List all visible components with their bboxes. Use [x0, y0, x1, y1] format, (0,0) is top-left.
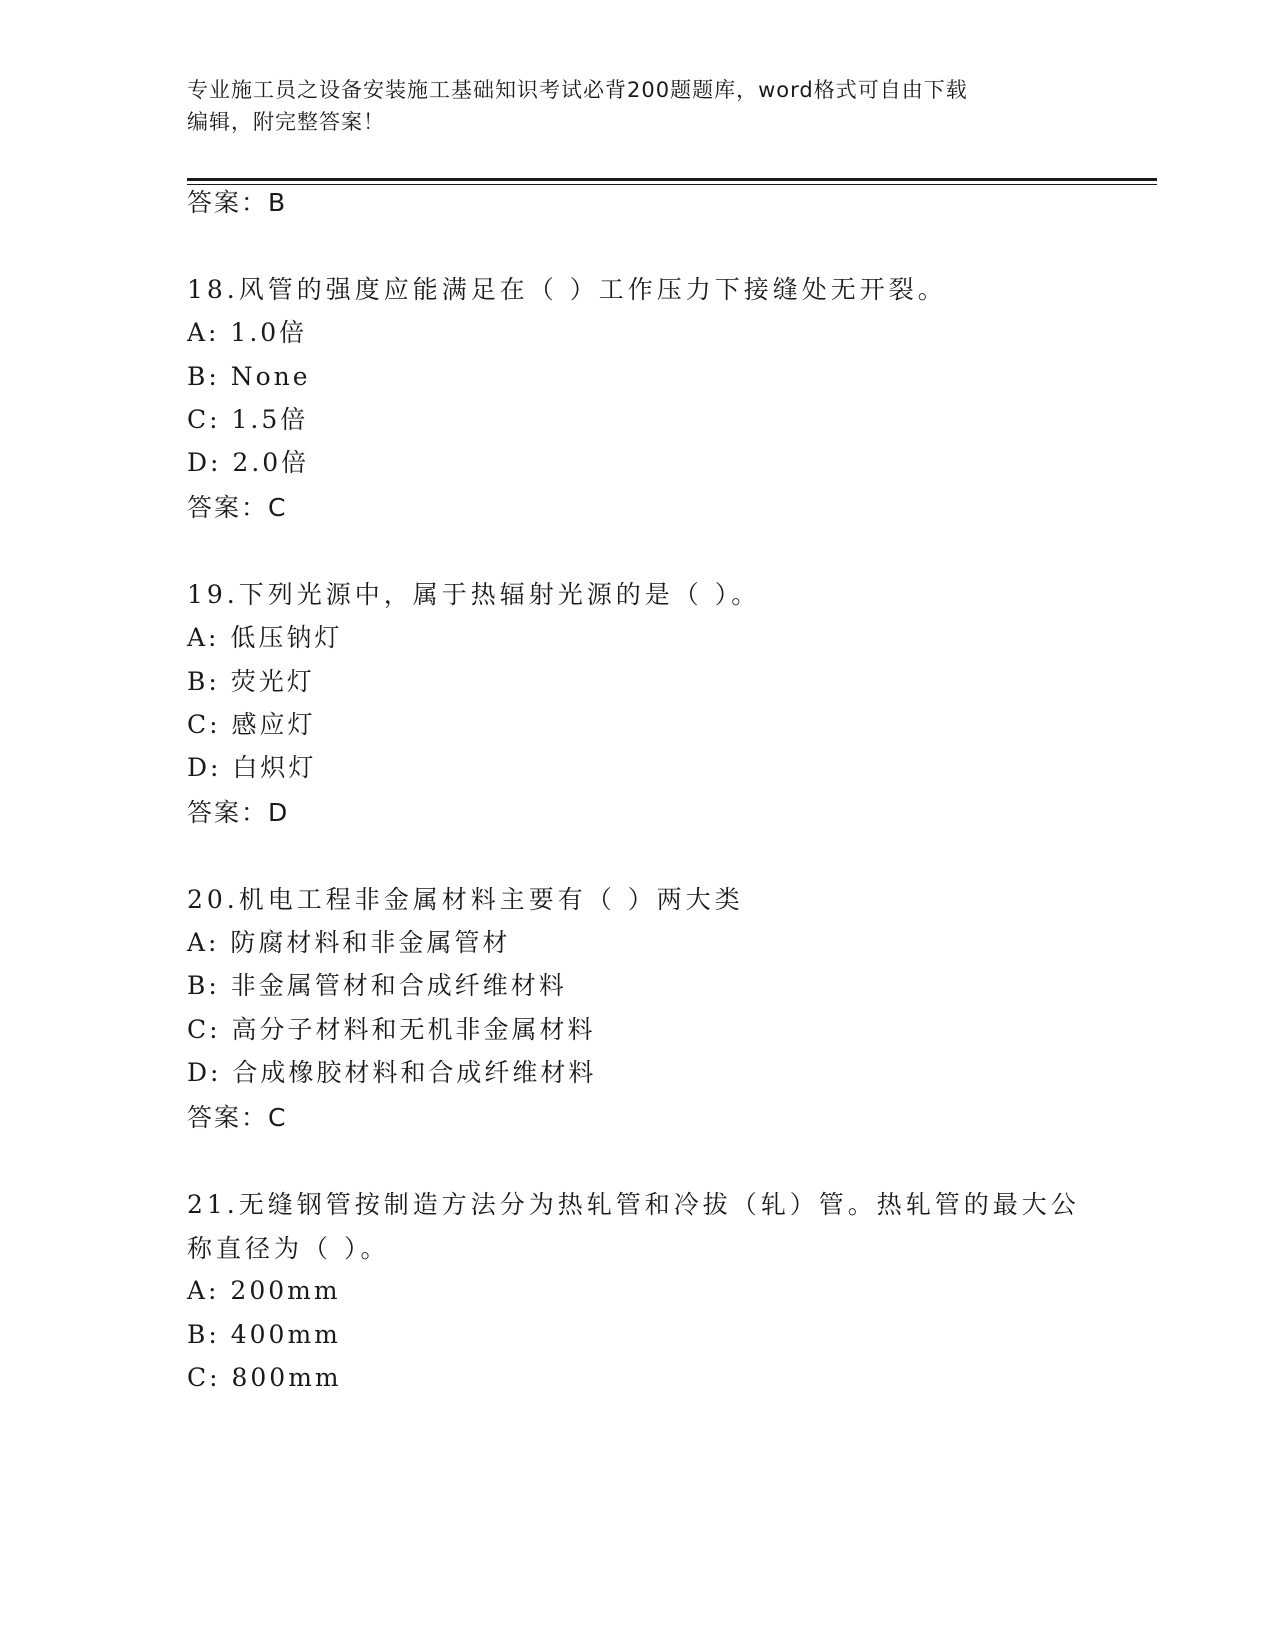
question-18-option-d: D: 2.0倍: [187, 448, 310, 477]
header-line-1: 专业施工员之设备安装施工基础知识考试必背200题题库，word格式可自由下载: [187, 78, 968, 102]
question-18-option-a: A: 1.0倍: [187, 318, 308, 347]
question-20-option-b: B: 非金属管材和合成纤维材料: [187, 971, 567, 1000]
answer-17: 答案：B: [187, 188, 288, 217]
question-18-option-c: C: 1.5倍: [187, 405, 309, 434]
question-18-answer: 答案：C: [187, 493, 288, 522]
question-19-option-a: A: 低压钠灯: [187, 623, 343, 652]
question-19-option-d: D: 白炽灯: [187, 753, 317, 782]
question-18-stem: 18.风管的强度应能满足在（ ）工作压力下接缝处无开裂。: [187, 275, 947, 304]
question-21-option-c: C: 800mm: [187, 1363, 342, 1392]
question-21-stem-line-1: 21.无缝钢管按制造方法分为热轧管和冷拔（轧）管。热轧管的最大公: [187, 1190, 1080, 1219]
question-20-option-c: C: 高分子材料和无机非金属材料: [187, 1015, 596, 1044]
question-21-stem-line-2: 称直径为（ ）。: [187, 1234, 390, 1263]
question-20-stem: 20.机电工程非金属材料主要有（ ）两大类: [187, 885, 744, 914]
question-20-option-d: D: 合成橡胶材料和合成纤维材料: [187, 1058, 597, 1087]
header-line-2: 编辑，附完整答案！: [187, 110, 385, 134]
document-header: [187, 74, 1087, 138]
header-divider-thin: [187, 184, 1157, 185]
question-20-answer: 答案：C: [187, 1103, 288, 1132]
header-divider-thick: [187, 178, 1157, 181]
question-18-option-b: B: None: [187, 362, 311, 391]
question-21-option-a: A: 200mm: [187, 1276, 341, 1305]
question-19-option-b: B: 荧光灯: [187, 667, 315, 696]
question-21-option-b: B: 400mm: [187, 1320, 341, 1349]
question-19-answer: 答案：D: [187, 798, 290, 827]
question-19-option-c: C: 感应灯: [187, 710, 316, 739]
question-20-option-a: A: 防腐材料和非金属管材: [187, 928, 511, 957]
question-19-stem: 19.下列光源中，属于热辐射光源的是（ ）。: [187, 580, 761, 609]
question-21-stem: [187, 1183, 1087, 1271]
